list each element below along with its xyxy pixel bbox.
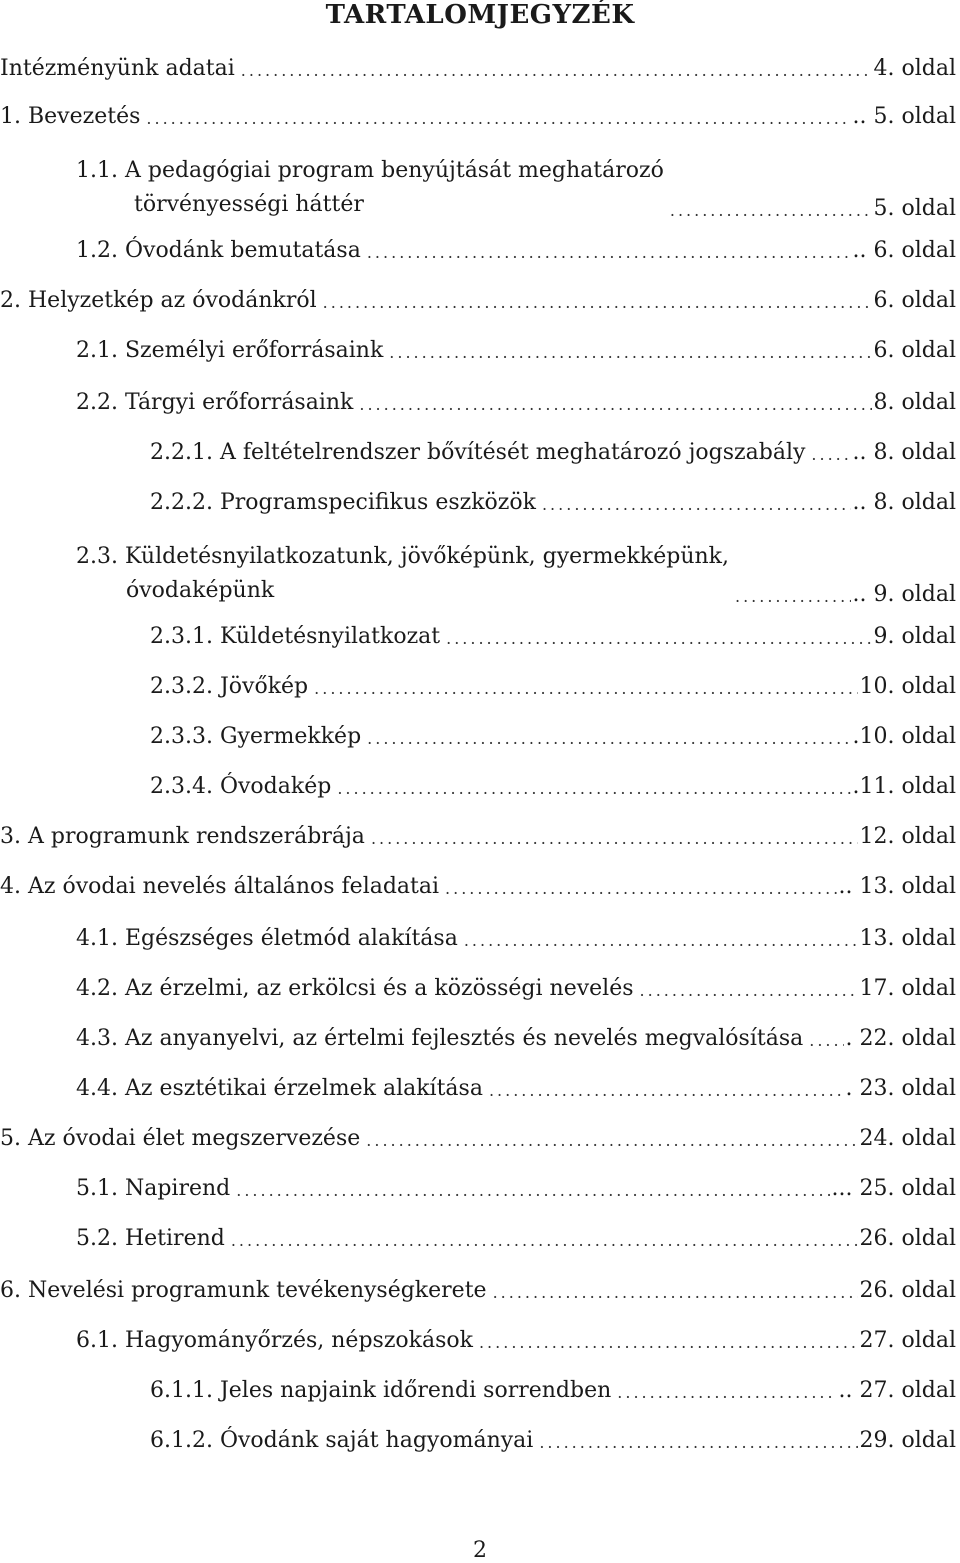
toc-leader [359,394,871,416]
toc-entry-label: 6.1. Hagyományőrzés, népszokások [76,1328,473,1353]
toc-entry [150,624,956,650]
toc-entry [76,1176,956,1202]
toc-entry-page: ... 25. oldal [831,1176,956,1201]
toc-entry [0,1278,956,1304]
toc-entry-page: 8. oldal [873,390,956,415]
toc-entry-page: 26. oldal [859,1278,956,1303]
toc-entry-label: 5. Az óvodai élet megszervezése [0,1126,361,1151]
toc-leader [489,1080,844,1102]
toc-entry-page: 13. oldal [859,926,956,951]
toc-entry [76,154,956,222]
toc-entry-label: 4.1. Egészséges életmód alakítása [76,926,458,951]
toc-entry-label: 1. Bevezetés [0,104,141,129]
toc-entry-page: 10. oldal [859,674,956,699]
toc-entry [76,238,956,264]
toc-leader [446,628,871,650]
toc-leader [146,108,850,130]
toc-entry [150,1428,956,1454]
toc-entry-label [76,540,729,608]
toc-leader [314,678,857,700]
toc-entry [76,1328,956,1354]
toc-entry-page: .. 27. oldal [838,1378,956,1403]
page-title: TARTALOMJEGYZÉK [325,0,635,30]
toc-leader [445,878,836,900]
toc-entry-label: 5.1. Napirend [76,1176,231,1201]
toc-entry-label: 5.2. Hetirend [76,1226,225,1251]
toc-entry-page: .. 9. oldal [852,582,956,607]
toc-entry [150,674,956,700]
toc-entry-page: 6. oldal [873,338,956,363]
toc-entry-label-line2: törvényességi háttér [134,192,364,217]
toc-entry-label-line1: 2.3. Küldetésnyilatkozatunk, jövőképünk, gyermekképünk, [76,544,729,569]
toc-entry-label: 4.4. Az esztétikai érzelmek alakítása [76,1076,483,1101]
toc-leader [323,292,872,314]
toc-entry-label: 2.2.2. Programspecifikus eszközök [150,490,536,515]
toc-entry [76,540,956,608]
toc-entry [0,56,956,82]
toc-entry-label: 6. Nevelési programunk tevékenységkerete [0,1278,487,1303]
toc-entry-label: 2.3.3. Gyermekkép [150,724,362,749]
toc-leader [811,444,850,466]
toc-entry [0,874,956,900]
toc-leader [617,1382,836,1404]
toc-entry-page: 26. oldal [859,1226,956,1251]
toc-entry-page: 5. oldal [873,196,956,221]
toc-entry-label: 2.3.1. Küldetésnyilatkozat [150,624,441,649]
toc-entry-page: .. 6. oldal [852,238,956,263]
toc-entry-label: 3. A programunk rendszerábrája [0,824,365,849]
toc-leader [367,728,850,750]
toc-entry [76,390,956,416]
toc-entry-page: 24. oldal [859,1126,956,1151]
toc-entry [150,774,956,800]
toc-leader [464,930,858,952]
toc-entry-label: 6.1.1. Jeles napjaink időrendi sorrendben [150,1378,612,1403]
toc-entry [76,1076,956,1102]
toc-entry-label: Intézményünk adatai [0,56,235,81]
toc-entry [150,1378,956,1404]
toc-entry-label: 6.1.2. Óvodánk saját hagyományai [150,1428,534,1453]
toc-entry [76,1026,956,1052]
toc-entry-label-line2: óvodaképünk [126,578,275,603]
toc-leader [236,1180,829,1202]
toc-entry [150,440,956,466]
toc-entry-label: 2. Helyzetkép az óvodánkról [0,288,317,313]
toc-entry-page: 17. oldal [859,976,956,1001]
toc-leader [735,586,851,608]
toc-leader [640,980,858,1002]
toc-entry [150,490,956,516]
toc-entry [76,976,956,1002]
toc-entry-page: 27. oldal [859,1328,956,1353]
toc-entry-page: .. 5. oldal [852,104,956,129]
toc-entry-label: 4.3. Az anyanyelvi, az értelmi fejlesztés és nevelés megvalósítása [76,1026,804,1051]
toc-entry [76,338,956,364]
toc-entry-page: . 23. oldal [845,1076,956,1101]
toc-entry-page: 9. oldal [873,624,956,649]
toc-leader [493,1282,858,1304]
toc-entry-page: . 22. oldal [845,1026,956,1051]
toc-entry-page: 6. oldal [873,288,956,313]
page-number: 2 [473,1538,487,1563]
toc-entry-label: 4. Az óvodai nevelés általános feladatai [0,874,440,899]
toc-entry-page: .. 13. oldal [838,874,956,899]
toc-leader [337,778,850,800]
toc-entry-label: 2.2. Tárgyi erőforrásaink [76,390,354,415]
toc-entry-page: .10. oldal [852,724,956,749]
toc-leader [371,828,858,850]
toc-entry-label: 2.3.2. Jövőkép [150,674,309,699]
toc-entry [0,824,956,850]
toc-entry-label: 1.2. Óvodánk bemutatása [76,238,361,263]
toc-entry-label: 2.1. Személyi erőforrásaink [76,338,384,363]
toc-leader [241,60,872,82]
toc-entry-page: 29. oldal [859,1428,956,1453]
toc-entry [76,1226,956,1252]
toc-entry [0,104,956,130]
toc-leader [231,1230,858,1252]
toc-entry-page: .. 8. oldal [852,440,956,465]
toc-entry [0,1126,956,1152]
toc-entry-page: .. 8. oldal [852,490,956,515]
toc-entry-label-line1: 1.1. A pedagógiai program benyújtását meghatározó [76,158,664,183]
toc-entry [0,288,956,314]
toc-entry-label: 4.2. Az érzelmi, az erkölcsi és a közösségi nevelés [76,976,634,1001]
toc-entry [76,926,956,952]
toc-leader [542,494,851,516]
toc-entry [150,724,956,750]
toc-leader [366,1130,857,1152]
toc-entry-page: 12. oldal [859,824,956,849]
toc-entry-page: 4. oldal [873,56,956,81]
toc-leader [670,200,872,222]
toc-leader [367,242,851,264]
toc-entry-label: 2.3.4. Óvodakép [150,774,332,799]
toc-entry-label: 2.2.1. A feltételrendszer bővítését meghatározó jogszabály [150,440,806,465]
toc-leader [539,1432,857,1454]
toc-leader [389,342,871,364]
toc-entry-label [76,154,664,222]
toc-leader [809,1030,843,1052]
toc-entry-page: .11. oldal [852,774,956,799]
toc-leader [479,1332,858,1354]
